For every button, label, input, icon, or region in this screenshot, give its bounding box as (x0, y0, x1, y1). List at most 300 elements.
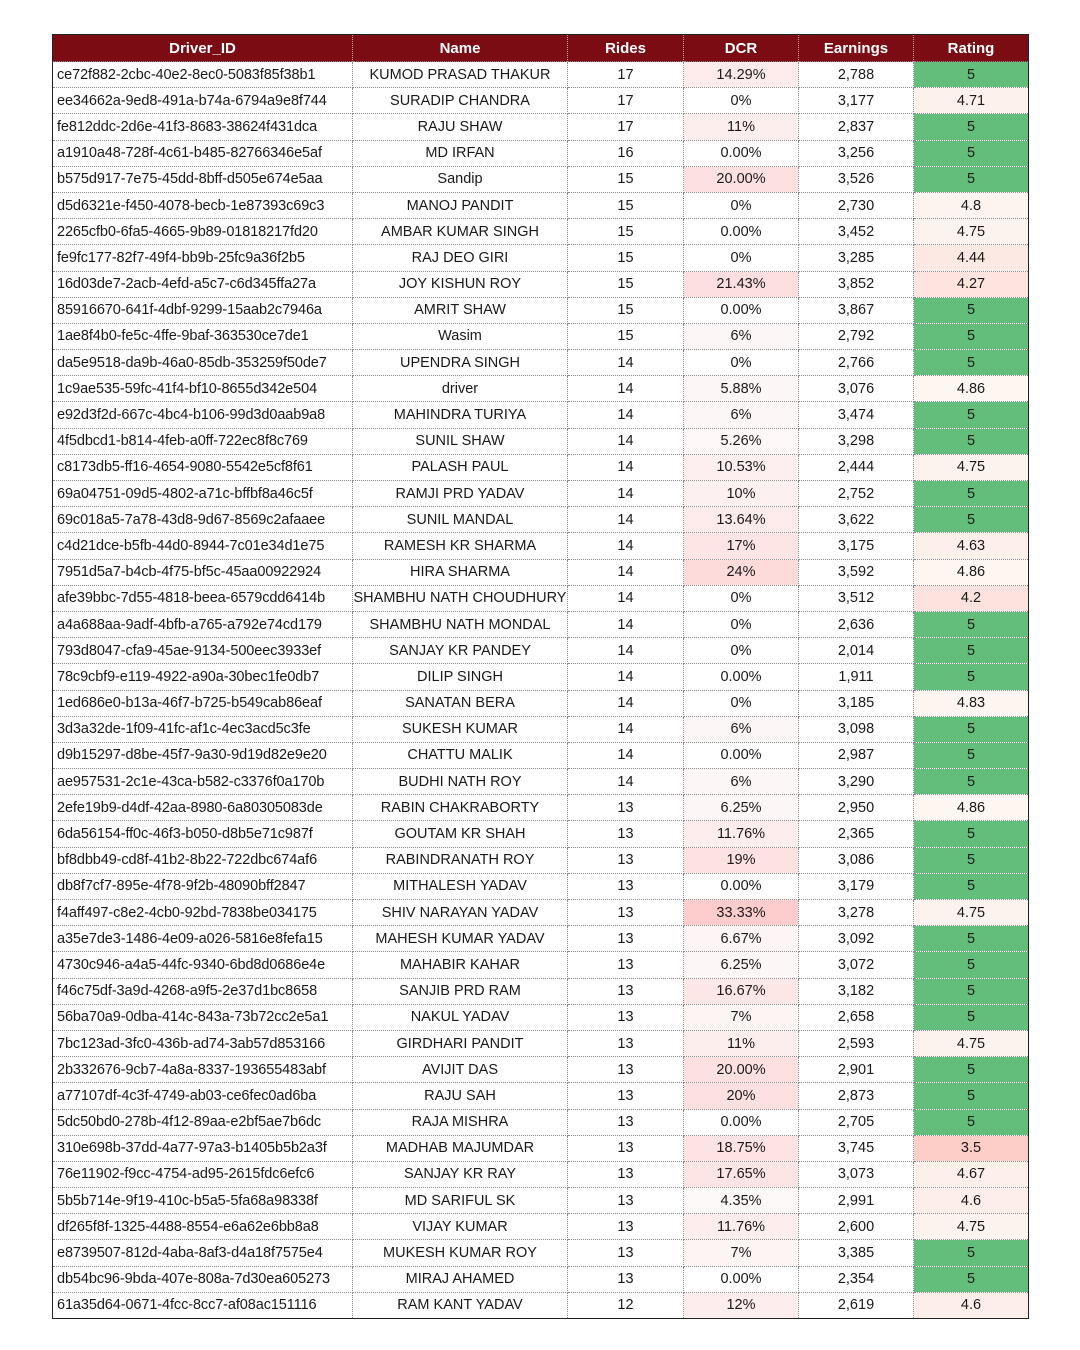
rides-cell: 13 (568, 926, 684, 952)
name-cell: MUKESH KUMAR ROY (353, 1240, 568, 1266)
table-row[interactable] (53, 611, 1029, 637)
rating-cell: 5 (914, 664, 1029, 690)
dcr-cell: 0% (684, 192, 799, 218)
name-cell: RABIN CHAKRABORTY (353, 795, 568, 821)
rating-cell: 5 (914, 297, 1029, 323)
dcr-cell: 17% (684, 533, 799, 559)
earnings-cell: 2,014 (799, 638, 914, 664)
table-row[interactable] (53, 245, 1029, 271)
rating-cell: 5 (914, 1240, 1029, 1266)
driver-id-cell: 4f5dbcd1-b814-4feb-a0ff-722ec8f8c769 (53, 428, 353, 454)
driver-id-cell: 2265cfb0-6fa5-4665-9b89-01818217fd20 (53, 219, 353, 245)
driver-id-cell: db8f7cf7-895e-4f78-9f2b-48090bff2847 (53, 873, 353, 899)
dcr-cell: 10% (684, 481, 799, 507)
dcr-cell: 0% (684, 690, 799, 716)
column-header-dcr[interactable]: DCR (684, 35, 799, 62)
rating-cell: 5 (914, 769, 1029, 795)
rating-cell: 4.86 (914, 559, 1029, 585)
earnings-cell: 3,092 (799, 926, 914, 952)
driver-id-cell: 7951d5a7-b4cb-4f75-bf5c-45aa00922924 (53, 559, 353, 585)
rides-cell: 15 (568, 271, 684, 297)
driver-id-cell: 69c018a5-7a78-43d8-9d67-8569c2afaaee (53, 507, 353, 533)
table-row[interactable] (53, 690, 1029, 716)
driver-id-cell: 85916670-641f-4dbf-9299-15aab2c7946a (53, 297, 353, 323)
driver-id-cell: 56ba70a9-0dba-414c-843a-73b72cc2e5a1 (53, 1004, 353, 1030)
table-row[interactable] (53, 1266, 1029, 1292)
table-row[interactable] (53, 873, 1029, 899)
driver-id-cell: d9b15297-d8be-45f7-9a30-9d19d82e9e20 (53, 742, 353, 768)
rides-cell: 15 (568, 192, 684, 218)
name-cell: RAJA MISHRA (353, 1109, 568, 1135)
table-body (53, 62, 1029, 1319)
name-cell: Wasim (353, 323, 568, 349)
rating-cell: 5 (914, 1083, 1029, 1109)
rating-cell: 4.71 (914, 88, 1029, 114)
driver-id-cell: 76e11902-f9cc-4754-ad95-2615fdc6efc6 (53, 1161, 353, 1187)
name-cell: RAMJI PRD YADAV (353, 481, 568, 507)
table-row[interactable] (53, 1083, 1029, 1109)
table-row[interactable] (53, 1161, 1029, 1187)
rating-cell: 4.6 (914, 1292, 1029, 1318)
column-header-earnings[interactable]: Earnings (799, 35, 914, 62)
earnings-cell: 2,792 (799, 323, 914, 349)
name-cell: SHIV NARAYAN YADAV (353, 900, 568, 926)
dcr-cell: 0.00% (684, 742, 799, 768)
driver-id-cell: bf8dbb49-cd8f-41b2-8b22-722dbc674af6 (53, 847, 353, 873)
table-row[interactable] (53, 1109, 1029, 1135)
dcr-cell: 13.64% (684, 507, 799, 533)
drivers-table (52, 34, 1029, 1319)
rides-cell: 14 (568, 454, 684, 480)
name-cell: GOUTAM KR SHAH (353, 821, 568, 847)
earnings-cell: 3,256 (799, 140, 914, 166)
earnings-cell: 3,385 (799, 1240, 914, 1266)
table-row[interactable] (53, 821, 1029, 847)
rating-cell: 5 (914, 428, 1029, 454)
table-row[interactable] (53, 1057, 1029, 1083)
rides-cell: 13 (568, 1083, 684, 1109)
table-row[interactable] (53, 795, 1029, 821)
rides-cell: 14 (568, 690, 684, 716)
dcr-cell: 21.43% (684, 271, 799, 297)
table-row[interactable] (53, 402, 1029, 428)
driver-id-cell: a4a688aa-9adf-4bfb-a765-a792e74cd179 (53, 611, 353, 637)
name-cell: AVIJIT DAS (353, 1057, 568, 1083)
driver-id-cell: 1ae8f4b0-fe5c-4ffe-9baf-363530ce7de1 (53, 323, 353, 349)
rides-cell: 14 (568, 507, 684, 533)
rides-cell: 13 (568, 1109, 684, 1135)
dcr-cell: 4.35% (684, 1188, 799, 1214)
rating-cell: 4.86 (914, 795, 1029, 821)
dcr-cell: 20.00% (684, 166, 799, 192)
table-row[interactable] (53, 978, 1029, 1004)
dcr-cell: 0% (684, 585, 799, 611)
earnings-cell: 3,072 (799, 952, 914, 978)
table-row[interactable] (53, 585, 1029, 611)
driver-id-cell: a77107df-4c3f-4749-ab03-ce6fec0ad6ba (53, 1083, 353, 1109)
rating-cell: 4.75 (914, 219, 1029, 245)
dcr-cell: 0% (684, 245, 799, 271)
table-row[interactable] (53, 192, 1029, 218)
name-cell: AMBAR KUMAR SINGH (353, 219, 568, 245)
name-cell: PALASH PAUL (353, 454, 568, 480)
earnings-cell: 3,179 (799, 873, 914, 899)
drivers-table-container (52, 34, 1029, 1319)
name-cell: GIRDHARI PANDIT (353, 1030, 568, 1056)
rides-cell: 17 (568, 88, 684, 114)
rating-cell: 5 (914, 62, 1029, 88)
table-row[interactable] (53, 926, 1029, 952)
earnings-cell: 2,365 (799, 821, 914, 847)
dcr-cell: 14.29% (684, 62, 799, 88)
name-cell: SUNIL MANDAL (353, 507, 568, 533)
rating-cell: 5 (914, 742, 1029, 768)
name-cell: SANJIB PRD RAM (353, 978, 568, 1004)
column-header-driver-id[interactable]: Driver_ID (53, 35, 353, 62)
dcr-cell: 7% (684, 1240, 799, 1266)
table-row[interactable] (53, 533, 1029, 559)
table-row[interactable] (53, 742, 1029, 768)
dcr-cell: 0.00% (684, 1109, 799, 1135)
earnings-cell: 3,086 (799, 847, 914, 873)
table-row[interactable] (53, 88, 1029, 114)
name-cell: CHATTU MALIK (353, 742, 568, 768)
header-row (53, 35, 1029, 62)
rating-cell: 5 (914, 1004, 1029, 1030)
driver-id-cell: df265f8f-1325-4488-8554-e6a62e6bb8a8 (53, 1214, 353, 1240)
dcr-cell: 0.00% (684, 140, 799, 166)
name-cell: MAHESH KUMAR YADAV (353, 926, 568, 952)
table-row[interactable] (53, 664, 1029, 690)
rides-cell: 15 (568, 297, 684, 323)
rating-cell: 4.67 (914, 1161, 1029, 1187)
rides-cell: 13 (568, 1030, 684, 1056)
rides-cell: 13 (568, 900, 684, 926)
column-header-rides[interactable]: Rides (568, 35, 684, 62)
rating-cell: 5 (914, 1266, 1029, 1292)
dcr-cell: 6% (684, 716, 799, 742)
dcr-cell: 11% (684, 114, 799, 140)
table-row[interactable] (53, 166, 1029, 192)
rides-cell: 14 (568, 376, 684, 402)
earnings-cell: 2,991 (799, 1188, 914, 1214)
rides-cell: 13 (568, 795, 684, 821)
rides-cell: 15 (568, 245, 684, 271)
rating-cell: 5 (914, 716, 1029, 742)
driver-id-cell: a35e7de3-1486-4e09-a026-5816e8fefa15 (53, 926, 353, 952)
earnings-cell: 2,636 (799, 611, 914, 637)
table-row[interactable] (53, 323, 1029, 349)
rating-cell: 5 (914, 402, 1029, 428)
name-cell: AMRIT SHAW (353, 297, 568, 323)
rides-cell: 14 (568, 716, 684, 742)
earnings-cell: 3,073 (799, 1161, 914, 1187)
earnings-cell: 3,852 (799, 271, 914, 297)
rating-cell: 4.8 (914, 192, 1029, 218)
column-header-name[interactable]: Name (353, 35, 568, 62)
dcr-cell: 11.76% (684, 1214, 799, 1240)
table-row[interactable] (53, 900, 1029, 926)
driver-id-cell: a1910a48-728f-4c61-b485-82766346e5af (53, 140, 353, 166)
dcr-cell: 0% (684, 88, 799, 114)
name-cell: SANATAN BERA (353, 690, 568, 716)
table-header (53, 35, 1029, 62)
name-cell: driver (353, 376, 568, 402)
dcr-cell: 33.33% (684, 900, 799, 926)
earnings-cell: 2,837 (799, 114, 914, 140)
rating-cell: 5 (914, 114, 1029, 140)
rides-cell: 13 (568, 1214, 684, 1240)
driver-id-cell: d5d6321e-f450-4078-becb-1e87393c69c3 (53, 192, 353, 218)
table-row[interactable] (53, 1292, 1029, 1318)
rides-cell: 13 (568, 873, 684, 899)
rides-cell: 14 (568, 742, 684, 768)
driver-id-cell: 2efe19b9-d4df-42aa-8980-6a80305083de (53, 795, 353, 821)
rating-cell: 5 (914, 952, 1029, 978)
name-cell: SANJAY KR RAY (353, 1161, 568, 1187)
name-cell: SHAMBHU NATH MONDAL (353, 611, 568, 637)
earnings-cell: 3,512 (799, 585, 914, 611)
table-row[interactable] (53, 428, 1029, 454)
rides-cell: 14 (568, 585, 684, 611)
dcr-cell: 0% (684, 638, 799, 664)
rides-cell: 13 (568, 952, 684, 978)
rides-cell: 13 (568, 1057, 684, 1083)
rides-cell: 14 (568, 481, 684, 507)
driver-id-cell: ce72f882-2cbc-40e2-8ec0-5083f85f38b1 (53, 62, 353, 88)
driver-id-cell: 5dc50bd0-278b-4f12-89aa-e2bf5ae7b6dc (53, 1109, 353, 1135)
driver-id-cell: c4d21dce-b5fb-44d0-8944-7c01e34d1e75 (53, 533, 353, 559)
dcr-cell: 0% (684, 350, 799, 376)
rides-cell: 13 (568, 978, 684, 1004)
earnings-cell: 2,730 (799, 192, 914, 218)
earnings-cell: 3,867 (799, 297, 914, 323)
name-cell: RAJ DEO GIRI (353, 245, 568, 271)
rides-cell: 14 (568, 428, 684, 454)
earnings-cell: 3,474 (799, 402, 914, 428)
driver-id-cell: 793d8047-cfa9-45ae-9134-500eec3933ef (53, 638, 353, 664)
rating-cell: 5 (914, 638, 1029, 664)
rating-cell: 5 (914, 323, 1029, 349)
earnings-cell: 3,182 (799, 978, 914, 1004)
driver-id-cell: 2b332676-9cb7-4a8a-8337-193655483abf (53, 1057, 353, 1083)
driver-id-cell: 4730c946-a4a5-44fc-9340-6bd8d0686e4e (53, 952, 353, 978)
dcr-cell: 0.00% (684, 873, 799, 899)
table-row[interactable] (53, 271, 1029, 297)
earnings-cell: 3,185 (799, 690, 914, 716)
dcr-cell: 0.00% (684, 1266, 799, 1292)
rating-cell: 5 (914, 350, 1029, 376)
name-cell: JOY KISHUN ROY (353, 271, 568, 297)
driver-id-cell: 1c9ae535-59fc-41f4-bf10-8655d342e504 (53, 376, 353, 402)
driver-id-cell: 7bc123ad-3fc0-436b-ad74-3ab57d853166 (53, 1030, 353, 1056)
driver-id-cell: 61a35d64-0671-4fcc-8cc7-af08ac151116 (53, 1292, 353, 1318)
rating-cell: 5 (914, 507, 1029, 533)
earnings-cell: 3,452 (799, 219, 914, 245)
dcr-cell: 5.26% (684, 428, 799, 454)
dcr-cell: 6.25% (684, 795, 799, 821)
table-row[interactable] (53, 716, 1029, 742)
earnings-cell: 3,278 (799, 900, 914, 926)
earnings-cell: 2,658 (799, 1004, 914, 1030)
table-row[interactable] (53, 847, 1029, 873)
rides-cell: 13 (568, 1135, 684, 1161)
rides-cell: 13 (568, 1161, 684, 1187)
driver-id-cell: 16d03de7-2acb-4efd-a5c7-c6d345ffa27a (53, 271, 353, 297)
rides-cell: 14 (568, 664, 684, 690)
name-cell: MD IRFAN (353, 140, 568, 166)
rides-cell: 17 (568, 114, 684, 140)
dcr-cell: 0% (684, 611, 799, 637)
rating-cell: 4.44 (914, 245, 1029, 271)
earnings-cell: 2,950 (799, 795, 914, 821)
table-row[interactable] (53, 62, 1029, 88)
dcr-cell: 0.00% (684, 219, 799, 245)
rating-cell: 5 (914, 140, 1029, 166)
rides-cell: 13 (568, 1240, 684, 1266)
driver-id-cell: db54bc96-9bda-407e-808a-7d30ea605273 (53, 1266, 353, 1292)
table-row[interactable] (53, 114, 1029, 140)
rating-cell: 5 (914, 611, 1029, 637)
dcr-cell: 16.67% (684, 978, 799, 1004)
name-cell: UPENDRA SINGH (353, 350, 568, 376)
name-cell: RAJU SAH (353, 1083, 568, 1109)
driver-id-cell: e8739507-812d-4aba-8af3-d4a18f7575e4 (53, 1240, 353, 1266)
rides-cell: 15 (568, 219, 684, 245)
driver-id-cell: ae957531-2c1e-43ca-b582-c3376f0a170b (53, 769, 353, 795)
driver-id-cell: 310e698b-37dd-4a77-97a3-b1405b5b2a3f (53, 1135, 353, 1161)
name-cell: MANOJ PANDIT (353, 192, 568, 218)
rating-cell: 5 (914, 847, 1029, 873)
rating-cell: 4.75 (914, 900, 1029, 926)
rating-cell: 5 (914, 481, 1029, 507)
rides-cell: 15 (568, 323, 684, 349)
rating-cell: 4.75 (914, 1030, 1029, 1056)
earnings-cell: 2,766 (799, 350, 914, 376)
driver-id-cell: c8173db5-ff16-4654-9080-5542e5cf8f61 (53, 454, 353, 480)
table-row[interactable] (53, 769, 1029, 795)
name-cell: MAHINDRA TURIYA (353, 402, 568, 428)
table-row[interactable] (53, 376, 1029, 402)
rides-cell: 14 (568, 533, 684, 559)
table-row[interactable] (53, 481, 1029, 507)
name-cell: RAMESH KR SHARMA (353, 533, 568, 559)
dcr-cell: 6% (684, 769, 799, 795)
earnings-cell: 3,177 (799, 88, 914, 114)
name-cell: VIJAY KUMAR (353, 1214, 568, 1240)
earnings-cell: 3,290 (799, 769, 914, 795)
name-cell: MITHALESH YADAV (353, 873, 568, 899)
earnings-cell: 2,600 (799, 1214, 914, 1240)
name-cell: KUMOD PRASAD THAKUR (353, 62, 568, 88)
dcr-cell: 6.25% (684, 952, 799, 978)
rating-cell: 5 (914, 1109, 1029, 1135)
driver-id-cell: 5b5b714e-9f19-410c-b5a5-5fa68a98338f (53, 1188, 353, 1214)
name-cell: SURADIP CHANDRA (353, 88, 568, 114)
table-row[interactable] (53, 1135, 1029, 1161)
dcr-cell: 0.00% (684, 664, 799, 690)
earnings-cell: 3,745 (799, 1135, 914, 1161)
dcr-cell: 10.53% (684, 454, 799, 480)
driver-id-cell: 78c9cbf9-e119-4922-a90a-30bec1fe0db7 (53, 664, 353, 690)
rating-cell: 4.2 (914, 585, 1029, 611)
rides-cell: 13 (568, 1004, 684, 1030)
name-cell: SANJAY KR PANDEY (353, 638, 568, 664)
rating-cell: 4.83 (914, 690, 1029, 716)
name-cell: Sandip (353, 166, 568, 192)
name-cell: MADHAB MAJUMDAR (353, 1135, 568, 1161)
table-row[interactable] (53, 1214, 1029, 1240)
rating-cell: 4.27 (914, 271, 1029, 297)
table-row[interactable] (53, 219, 1029, 245)
table-row[interactable] (53, 454, 1029, 480)
earnings-cell: 3,298 (799, 428, 914, 454)
rating-cell: 3.5 (914, 1135, 1029, 1161)
table-row[interactable] (53, 1240, 1029, 1266)
dcr-cell: 7% (684, 1004, 799, 1030)
rides-cell: 15 (568, 166, 684, 192)
rating-cell: 4.86 (914, 376, 1029, 402)
earnings-cell: 3,098 (799, 716, 914, 742)
dcr-cell: 11.76% (684, 821, 799, 847)
dcr-cell: 24% (684, 559, 799, 585)
name-cell: RAJU SHAW (353, 114, 568, 140)
column-header-rating[interactable]: Rating (914, 35, 1029, 62)
table-row[interactable] (53, 507, 1029, 533)
rides-cell: 14 (568, 559, 684, 585)
driver-id-cell: fe812ddc-2d6e-41f3-8683-38624f431dca (53, 114, 353, 140)
dcr-cell: 17.65% (684, 1161, 799, 1187)
rides-cell: 14 (568, 638, 684, 664)
rides-cell: 16 (568, 140, 684, 166)
table-row[interactable] (53, 559, 1029, 585)
driver-id-cell: 1ed686e0-b13a-46f7-b725-b549cab86eaf (53, 690, 353, 716)
name-cell: RABINDRANATH ROY (353, 847, 568, 873)
earnings-cell: 2,705 (799, 1109, 914, 1135)
name-cell: SUKESH KUMAR (353, 716, 568, 742)
rides-cell: 13 (568, 821, 684, 847)
dcr-cell: 19% (684, 847, 799, 873)
rating-cell: 4.6 (914, 1188, 1029, 1214)
name-cell: MAHABIR KAHAR (353, 952, 568, 978)
earnings-cell: 2,354 (799, 1266, 914, 1292)
driver-id-cell: f4aff497-c8e2-4cb0-92bd-7838be034175 (53, 900, 353, 926)
table-row[interactable] (53, 638, 1029, 664)
dcr-cell: 18.75% (684, 1135, 799, 1161)
driver-id-cell: fe9fc177-82f7-49f4-bb9b-25fc9a36f2b5 (53, 245, 353, 271)
table-row[interactable] (53, 350, 1029, 376)
rating-cell: 5 (914, 873, 1029, 899)
name-cell: SHAMBHU NATH CHOUDHURY (353, 585, 568, 611)
table-row[interactable] (53, 1004, 1029, 1030)
rating-cell: 4.75 (914, 454, 1029, 480)
table-row[interactable] (53, 297, 1029, 323)
rating-cell: 4.63 (914, 533, 1029, 559)
table-row[interactable] (53, 1030, 1029, 1056)
earnings-cell: 3,592 (799, 559, 914, 585)
earnings-cell: 1,911 (799, 664, 914, 690)
table-row[interactable] (53, 952, 1029, 978)
rating-cell: 5 (914, 166, 1029, 192)
rating-cell: 5 (914, 978, 1029, 1004)
name-cell: HIRA SHARMA (353, 559, 568, 585)
rides-cell: 13 (568, 847, 684, 873)
table-row[interactable] (53, 140, 1029, 166)
dcr-cell: 6.67% (684, 926, 799, 952)
table-row[interactable] (53, 1188, 1029, 1214)
earnings-cell: 2,752 (799, 481, 914, 507)
driver-id-cell: b575d917-7e75-45dd-8bff-d505e674e5aa (53, 166, 353, 192)
